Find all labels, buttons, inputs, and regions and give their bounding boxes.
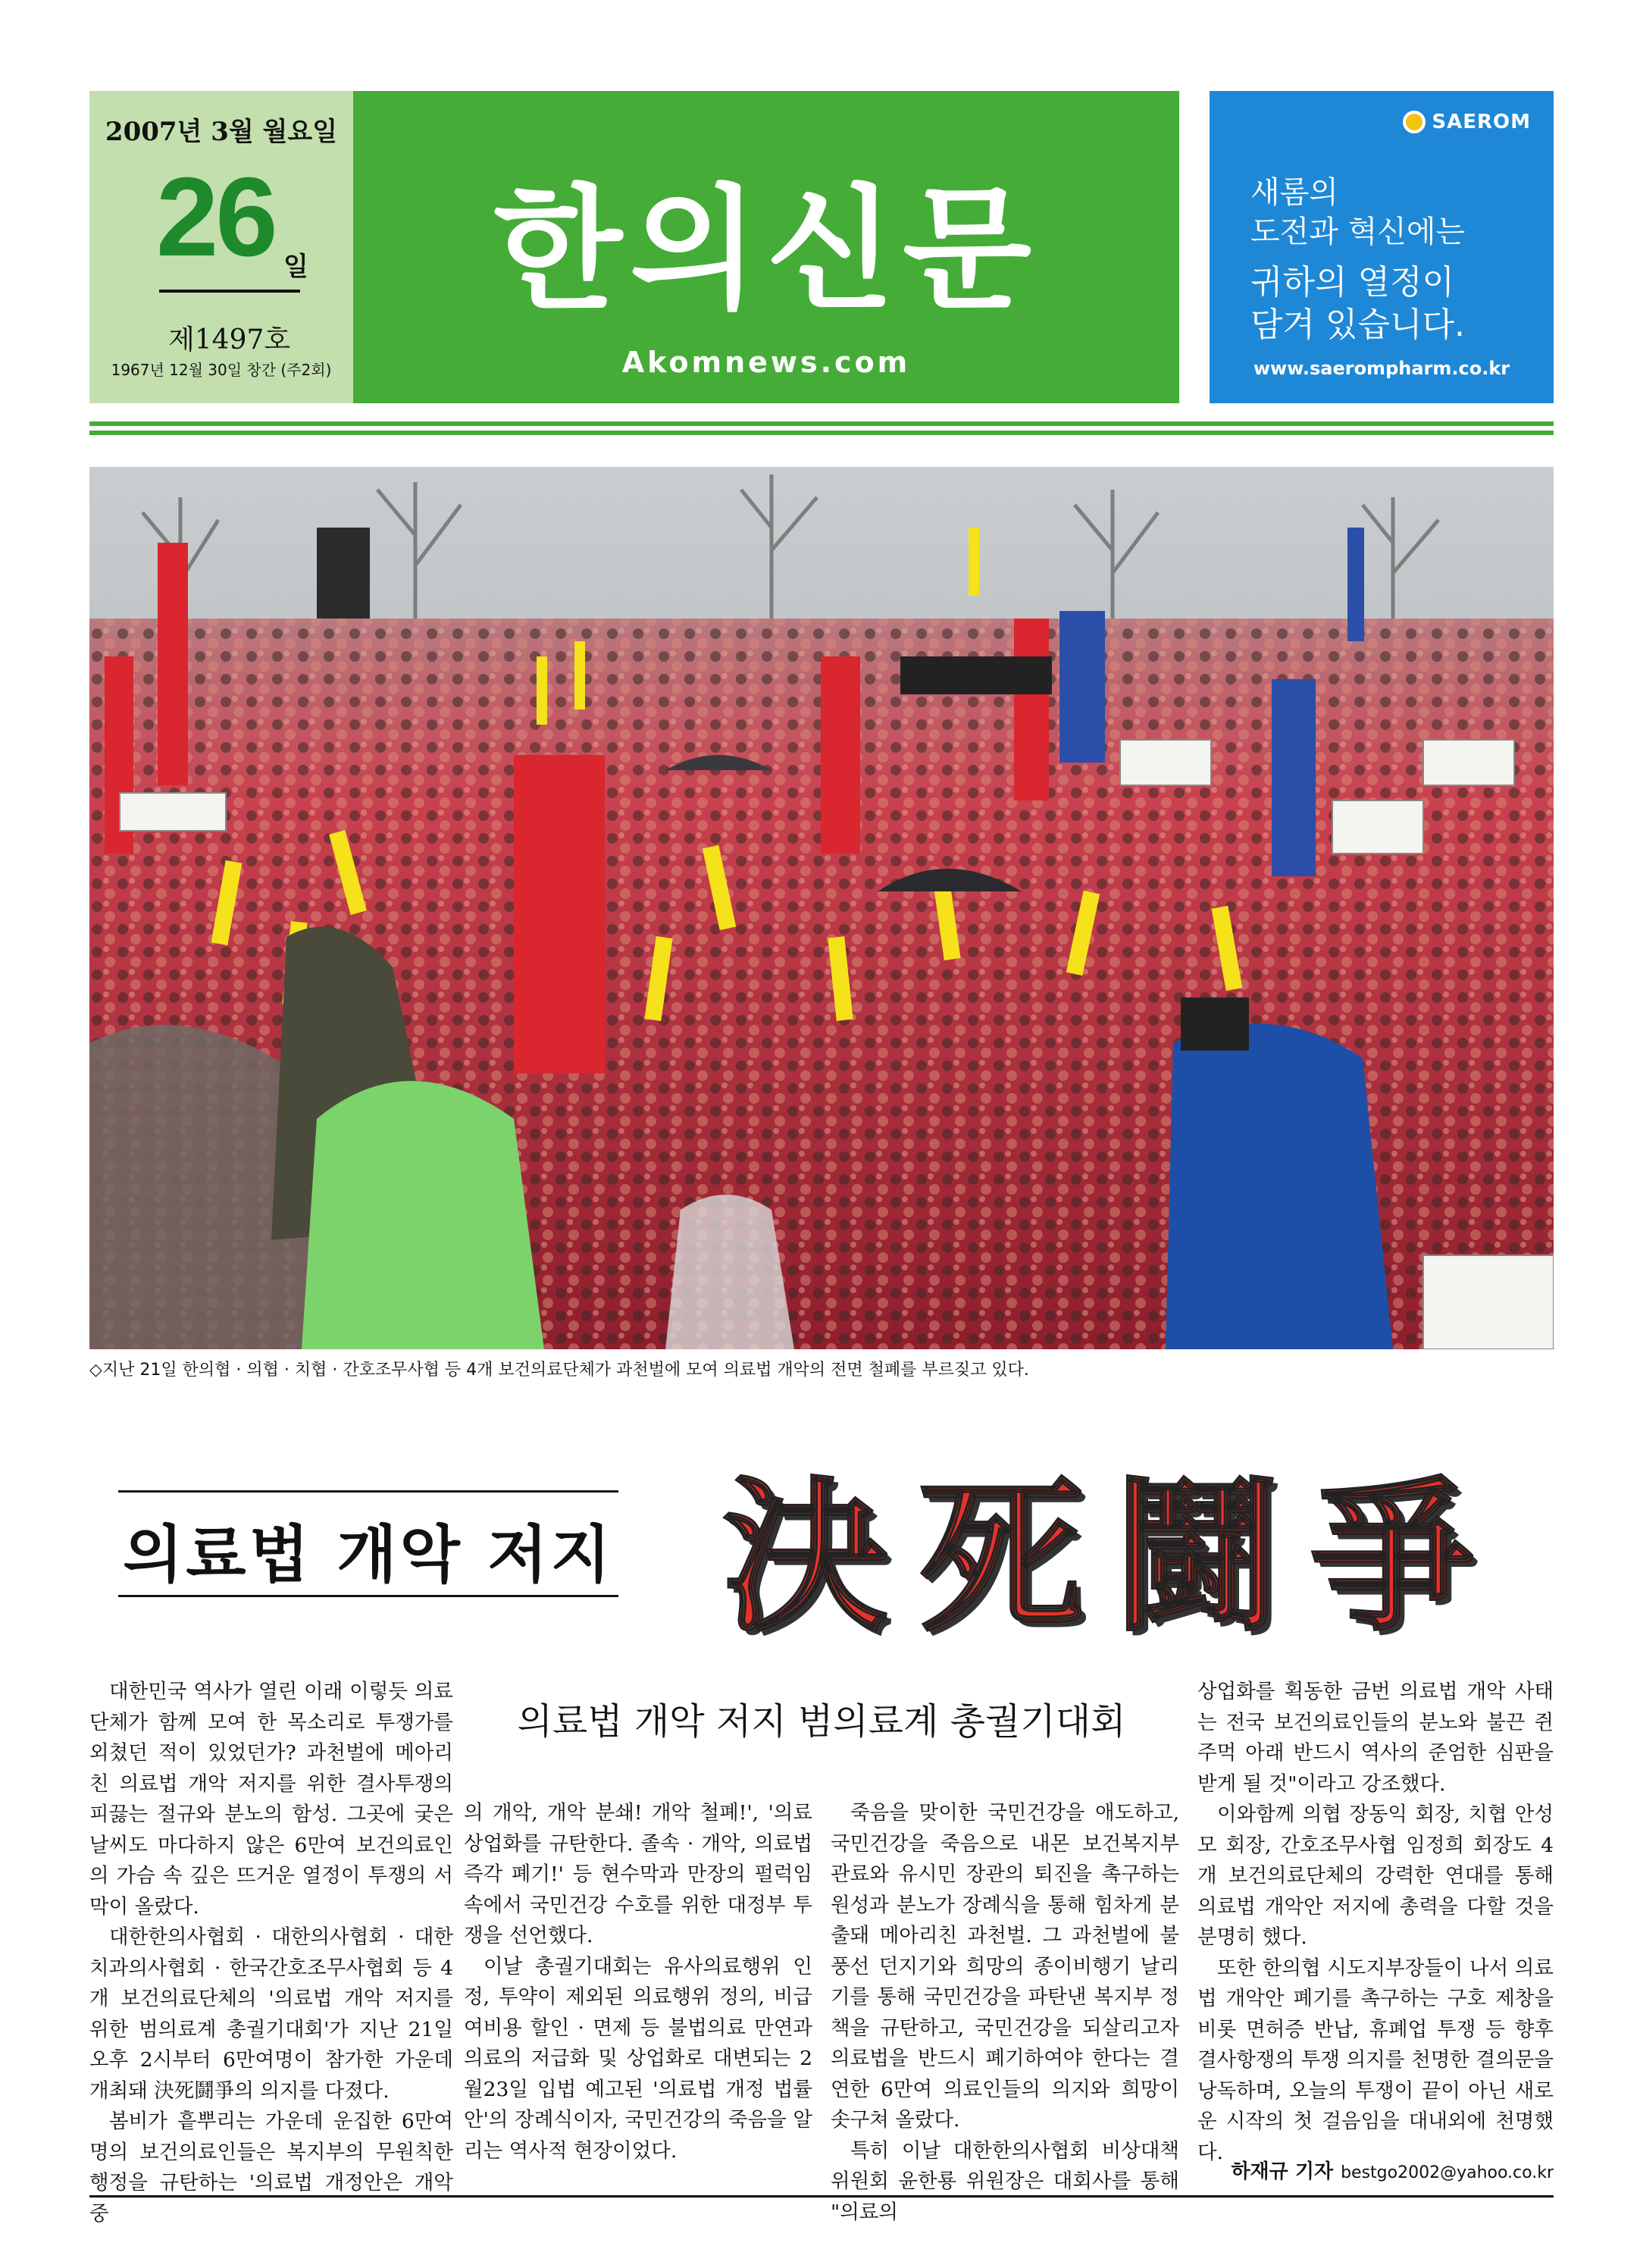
paragraph: 대한한의사협회 · 대한의사협회 · 대한치과의사협회 · 한국간호조무사협회 등 4개 보건의료단체의 '의료법 개악 저지를 위한 범의료계 총궐기대회'가 지난 21일 오후 2시부터 6만여명이 참가한 가운데 개최돼 決死鬪爭의 의지를 다졌다. — [89, 1925, 453, 2103]
paragraph: 또한 한의협 시도지부장들이 나서 의료법 개악안 폐기를 촉구하는 구호 제창을 비롯 면허증 반납, 휴폐업 투쟁 등 향후 결사항쟁의 투쟁 의지를 천명한 결의문을 낭독하며, 오늘의 투쟁이 끝이 아닌 새로운 시작의 첫 걸음임을 대내외에 천명했다. — [1197, 1956, 1554, 2164]
byline-name: 하재규 기자 — [1231, 2160, 1334, 2183]
rally-photo-illustration — [89, 467, 1554, 1349]
photo-caption: ◇지난 21일 한의협 · 의협 · 치협 · 간호조무사협 등 4개 보건의료단체가 과천벌에 모여 의료법 개악의 전면 철폐를 부르짖고 있다. — [89, 1361, 1029, 1380]
paragraph: 대한민국 역사가 열린 이래 이렇듯 의료단체가 함께 모여 한 목소리로 투쟁가를 외쳤던 적이 있었던가? 과천벌에 메아리친 의료법 개악 저지를 위한 결사투쟁의 피끓는 절규와 분노의 함성. 그곳에 궂은 날씨도 마다하지 않은 6만여 보건의료인의 가슴 속 깊은 뜨거운 열정이 투쟁의 서막이 올랐다. — [89, 1680, 453, 1919]
saerom-logo-icon — [1403, 111, 1426, 133]
ad-line-1: 새롬의 — [1250, 175, 1338, 210]
article-column-2 — [464, 1798, 812, 2166]
bottom-rule — [89, 2195, 1554, 2198]
newspaper-title: 한의신문 — [493, 172, 1040, 327]
ad-line-3: 귀하의 열정이 — [1250, 263, 1455, 302]
paragraph: 죽음을 맞이한 국민건강을 애도하고, 국민건강을 죽음으로 내몬 보건복지부 관료와 유시민 장관의 퇴진을 촉구하는 원성과 분노가 장례식을 통해 힘차게 분출돼 메아리친 과천벌. 그 과천벌에 불풍선 던지기와 희망의 종이비행기 날리기를 통해 국민건강을 파탄낸 복지부 정책을 규탄하고, 국민건강을 되살리고자 의료법을 반드시 폐기하여야 한다는 결연한 6만여 의료인들의 의지와 희망이 솟구쳐 올랐다. — [831, 1801, 1179, 2132]
newspaper-url[interactable]: Akomnews.com — [621, 346, 911, 379]
article-column-3 — [831, 1798, 1179, 2228]
title-box — [353, 91, 1179, 403]
day-number: 26 — [156, 155, 275, 280]
kicker-rule-bottom — [118, 1595, 618, 1597]
ad-line-4: 담겨 있습니다. — [1250, 305, 1465, 344]
byline — [1231, 2156, 1554, 2184]
kicker-rule-top — [118, 1490, 618, 1493]
ad-logo-text: SAEROM — [1432, 111, 1531, 133]
date-divider — [159, 290, 300, 293]
byline-email[interactable]: bestgo2002@yahoo.co.kr — [1341, 2163, 1554, 2182]
advertisement-box[interactable] — [1210, 91, 1554, 403]
article-column-4 — [1197, 1677, 1554, 2168]
rally-photo — [89, 467, 1554, 1349]
article-column-1 — [89, 1677, 453, 2229]
issue-number: 제1497호 — [168, 324, 291, 356]
main-headline: 決死鬪爭 — [723, 1460, 1505, 1654]
paragraph: 이날 총궐기대회는 유사의료행위 인정, 투약이 제외된 의료행위 정의, 비급여비용 할인 · 면제 등 불법의료 만연과 의료의 저급화 및 상업화로 대변되는 2월23일 입법 예고된 '의료법 개정 법률안'의 장례식이자, 국민건강의 죽음을 알리는 역사적 현장이었다. — [464, 1954, 812, 2163]
ad-logo — [1403, 111, 1531, 133]
paragraph: 의 개악, 개악 분쇄! 개악 철폐!', '의료상업화를 규탄한다. 졸속 · 개악, 의료법 즉각 폐기!' 등 현수막과 만장의 펄럭임 속에서 국민건강 수호를 위한 대정부 투쟁을 선언했다. — [464, 1801, 812, 1947]
article-subhead: 의료법 개악 저지 범의료계 총궐기대회 — [517, 1700, 1126, 1743]
date-line: 2007년 3월 월요일 — [105, 117, 338, 147]
ad-line-2: 도전과 혁신에는 — [1250, 215, 1466, 249]
ad-url[interactable]: www.saerompharm.co.kr — [1253, 358, 1510, 379]
paragraph: 상업화를 획동한 금번 의료법 개악 사태는 전국 보건의료인들의 분노와 불끈 쥔 주먹 아래 반드시 역사의 준엄한 심판을 받게 될 것"이라고 강조했다. — [1197, 1680, 1554, 1796]
day-suffix: 일 — [283, 252, 308, 282]
headline-kicker: 의료법 개악 저지 — [123, 1518, 614, 1591]
paragraph: 특히 이날 대한한의사협회 비상대책위원회 윤한룡 위원장은 대회사를 통해 "의료의 — [831, 2138, 1179, 2224]
masthead-rule-top — [89, 421, 1554, 426]
date-box — [89, 91, 353, 403]
founded-line: 1967년 12월 30일 창간 (주2회) — [111, 361, 332, 379]
paragraph: 이와함께 의협 장동익 회장, 치협 안성모 회장, 간호조무사협 임정희 회장도 4개 보건의료단체의 강력한 연대를 통해 의료법 개악안 저지에 총력을 다할 것을 분명히 했다. — [1197, 1803, 1554, 1949]
masthead-rule-bottom — [89, 431, 1554, 435]
paragraph: 봄비가 흩뿌리는 가운데 운집한 6만여명의 보건의료인들은 복지부의 무원칙한 행정을 규탄하는 '의료법 개정안은 개악 중 — [89, 2110, 453, 2226]
